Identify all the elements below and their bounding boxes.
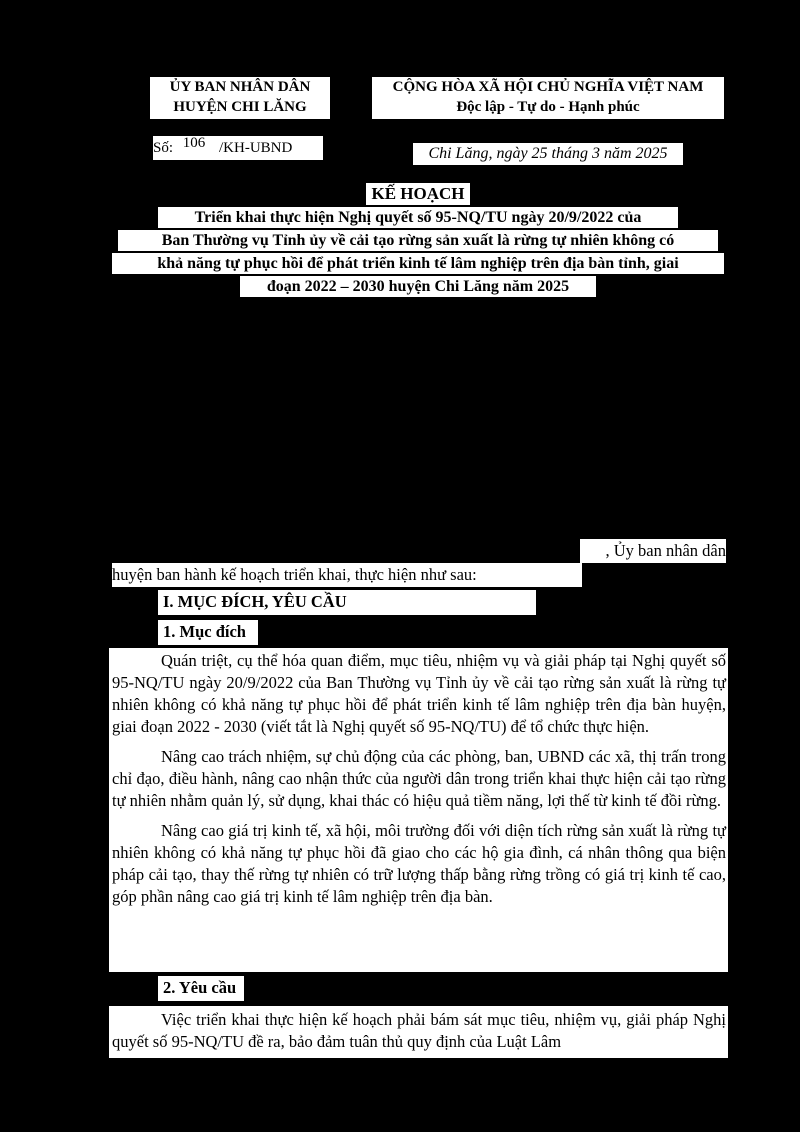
title-line-4: đoạn 2022 – 2030 huyện Chi Lăng năm 2025 xyxy=(240,276,596,297)
purpose-body xyxy=(109,648,728,972)
title-line-1: Triển khai thực hiện Nghị quyết số 95-NQ/TU ngày 20/9/2022 của xyxy=(158,207,678,228)
purpose-paragraph-3: Nâng cao giá trị kinh tế, xã hội, môi trường đối với diện tích rừng sản xuất là rừng tự nhiên không có khả năng tự phục hồi đã giao cho các hộ gia đình, cá nhân thông qua biện pháp cải tạo, thay thế rừng tự nhiên có trữ lượng thấp bằng rừng trồng có giá trị kinh tế cao, góp phần nâng cao giá trị kinh tế lâm nghiệp trên địa bàn. xyxy=(112,821,726,906)
section-1-heading: I. MỤC ĐÍCH, YÊU CẦU xyxy=(158,590,536,615)
title-line-2: Ban Thường vụ Tỉnh ủy về cải tạo rừng sản xuất là rừng tự nhiên không có xyxy=(118,230,718,251)
motto: Độc lập - Tự do - Hạnh phúc xyxy=(456,99,640,115)
agency-line1: ỦY BAN NHÂN DÂN xyxy=(169,79,311,95)
intro-line: huyện ban hành kế hoạch triển khai, thực hiện như sau: xyxy=(112,563,582,587)
document-number xyxy=(153,136,323,160)
requirements-body xyxy=(109,1006,728,1058)
purpose-paragraph-2: Nâng cao trách nhiệm, sự chủ động của các phòng, ban, UBND các xã, thị trấn trong chỉ đạo, điều hành, nâng cao nhận thức của người dân trong triển khai thực hiện cải tạo rừng tự nhiên nhằm quản lý, sử dụng, khai thác có hiệu quả tiềm năng, lợi thế từ kinh tế đồi rừng. xyxy=(112,747,726,810)
intro-fragment: , Ủy ban nhân dân xyxy=(580,539,726,563)
nation-name: CỘNG HÒA XÃ HỘI CHỦ NGHĨA VIỆT NAM xyxy=(392,79,704,95)
subsection-purpose-heading: 1. Mục đích xyxy=(158,620,258,645)
requirements-paragraph: Việc triển khai thực hiện kế hoạch phải bám sát mục tiêu, nhiệm vụ, giải pháp Nghị quyết số 95-NQ/TU đề ra, bảo đảm tuân thủ quy định của Luật Lâm xyxy=(112,1010,726,1051)
doc-no-prefix: Số: xyxy=(153,140,174,156)
doc-no-value: 106 xyxy=(182,135,206,151)
agency-line2: HUYỆN CHI LĂNG xyxy=(173,99,307,115)
agency-name-block xyxy=(150,77,330,119)
document-type: KẾ HOẠCH xyxy=(366,183,470,205)
purpose-paragraph-1: Quán triệt, cụ thể hóa quan điểm, mục tiêu, nhiệm vụ và giải pháp tại Nghị quyết số 95-NQ/TU ngày 20/9/2022 của Ban Thường vụ Tỉnh ủy về cải tạo rừng sản xuất là rừng tự nhiên không có khả năng tự phục hồi để phát triển kinh tế lâm nghiệp trên địa bàn huyện, giai đoạn 2022 - 2030 (viết tắt là Nghị quyết số 95-NQ/TU) để tổ chức thực hiện. xyxy=(112,651,726,736)
doc-no-suffix: /KH-UBND xyxy=(219,140,293,156)
national-motto-block xyxy=(372,77,724,119)
place-date: Chi Lăng, ngày 25 tháng 3 năm 2025 xyxy=(413,143,683,165)
title-line-3: khả năng tự phục hồi để phát triển kinh tế lâm nghiệp trên địa bàn tỉnh, giai xyxy=(112,253,724,274)
subsection-requirements-heading: 2. Yêu cầu xyxy=(158,976,244,1001)
